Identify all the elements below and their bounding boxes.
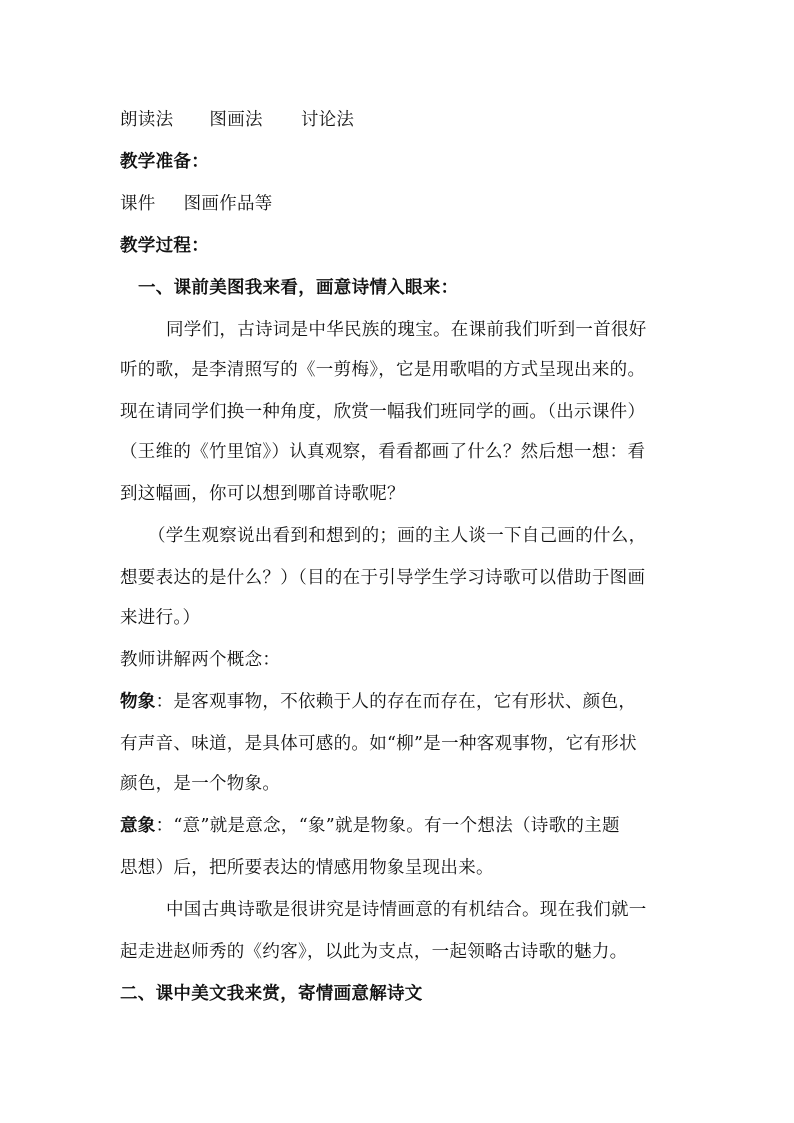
para1-line1: 同学们，古诗词是中华民族的瑰宝。在课前我们听到一首很好: [166, 320, 647, 340]
para3-line2: 起走进赵师秀的《约客》，以此为支点，一起领略古诗歌的魅力。: [120, 942, 628, 962]
para1-line4: （王维的《竹里馆》）认真观察，看看都画了什么？然后想一想：看: [120, 442, 646, 462]
para1-line5: 到这幅画，你可以想到哪首诗歌呢？: [120, 484, 405, 504]
section2-title: 二、课中美文我来赏，寄情画意解诗文: [120, 984, 423, 1004]
concept1-term: 物象: [120, 692, 156, 712]
section1-title: 一、课前美图我来看，画意诗情入眼来：: [138, 278, 459, 298]
concept2-term: 意象: [120, 816, 156, 836]
concept1-text: ：是客观事物，不依赖于人的存在而存在，它有形状、颜色，: [155, 692, 637, 712]
prep-item-courseware: 课件: [120, 194, 156, 214]
prep-item-artwork: 图画作品等: [183, 194, 273, 214]
prep-heading: 教学准备：: [120, 152, 209, 172]
concept1-line3: 颜色，是一个物象。: [120, 774, 281, 794]
concepts-intro: 教师讲解两个概念：: [120, 650, 281, 670]
para1-line2: 听的歌，是李清照写的《一剪梅》，它是用歌唱的方式呈现出来的。: [120, 360, 646, 380]
concept1-line2: 有声音、味道，是具体可感的。如“柳”是一种客观事物，它有形状: [120, 734, 637, 754]
method-reading: 朗读法: [120, 110, 174, 130]
para2-line3: 来进行。）: [120, 608, 201, 628]
para2-line2: 想要表达的是什么？）（目的在于引导学生学习诗歌可以借助于图画: [120, 568, 646, 588]
method-discussion: 讨论法: [300, 110, 355, 130]
para2-line1: （学生观察说出看到和想到的；画的主人谈一下自己画的什么，: [148, 526, 647, 546]
process-heading: 教学过程：: [120, 236, 209, 256]
prep-items: [120, 190, 273, 215]
para3-line1: 中国古典诗歌是很讲究是诗情画意的有机结合。现在我们就一: [166, 900, 647, 920]
method-drawing: 图画法: [209, 110, 263, 130]
concept2-line1: [120, 812, 620, 837]
concept1-line1: [120, 688, 636, 713]
para1-line3: 现在请同学们换一种角度，欣赏一幅我们班同学的画。（出示课件）: [120, 402, 646, 422]
concept2-line2: 思想）后，把所要表达的情感用物象呈现出来。: [120, 858, 494, 878]
teaching-methods: [120, 106, 354, 131]
concept2-text: ：“意”就是意念，“象”就是物象。有一个想法（诗歌的主题: [155, 816, 620, 836]
